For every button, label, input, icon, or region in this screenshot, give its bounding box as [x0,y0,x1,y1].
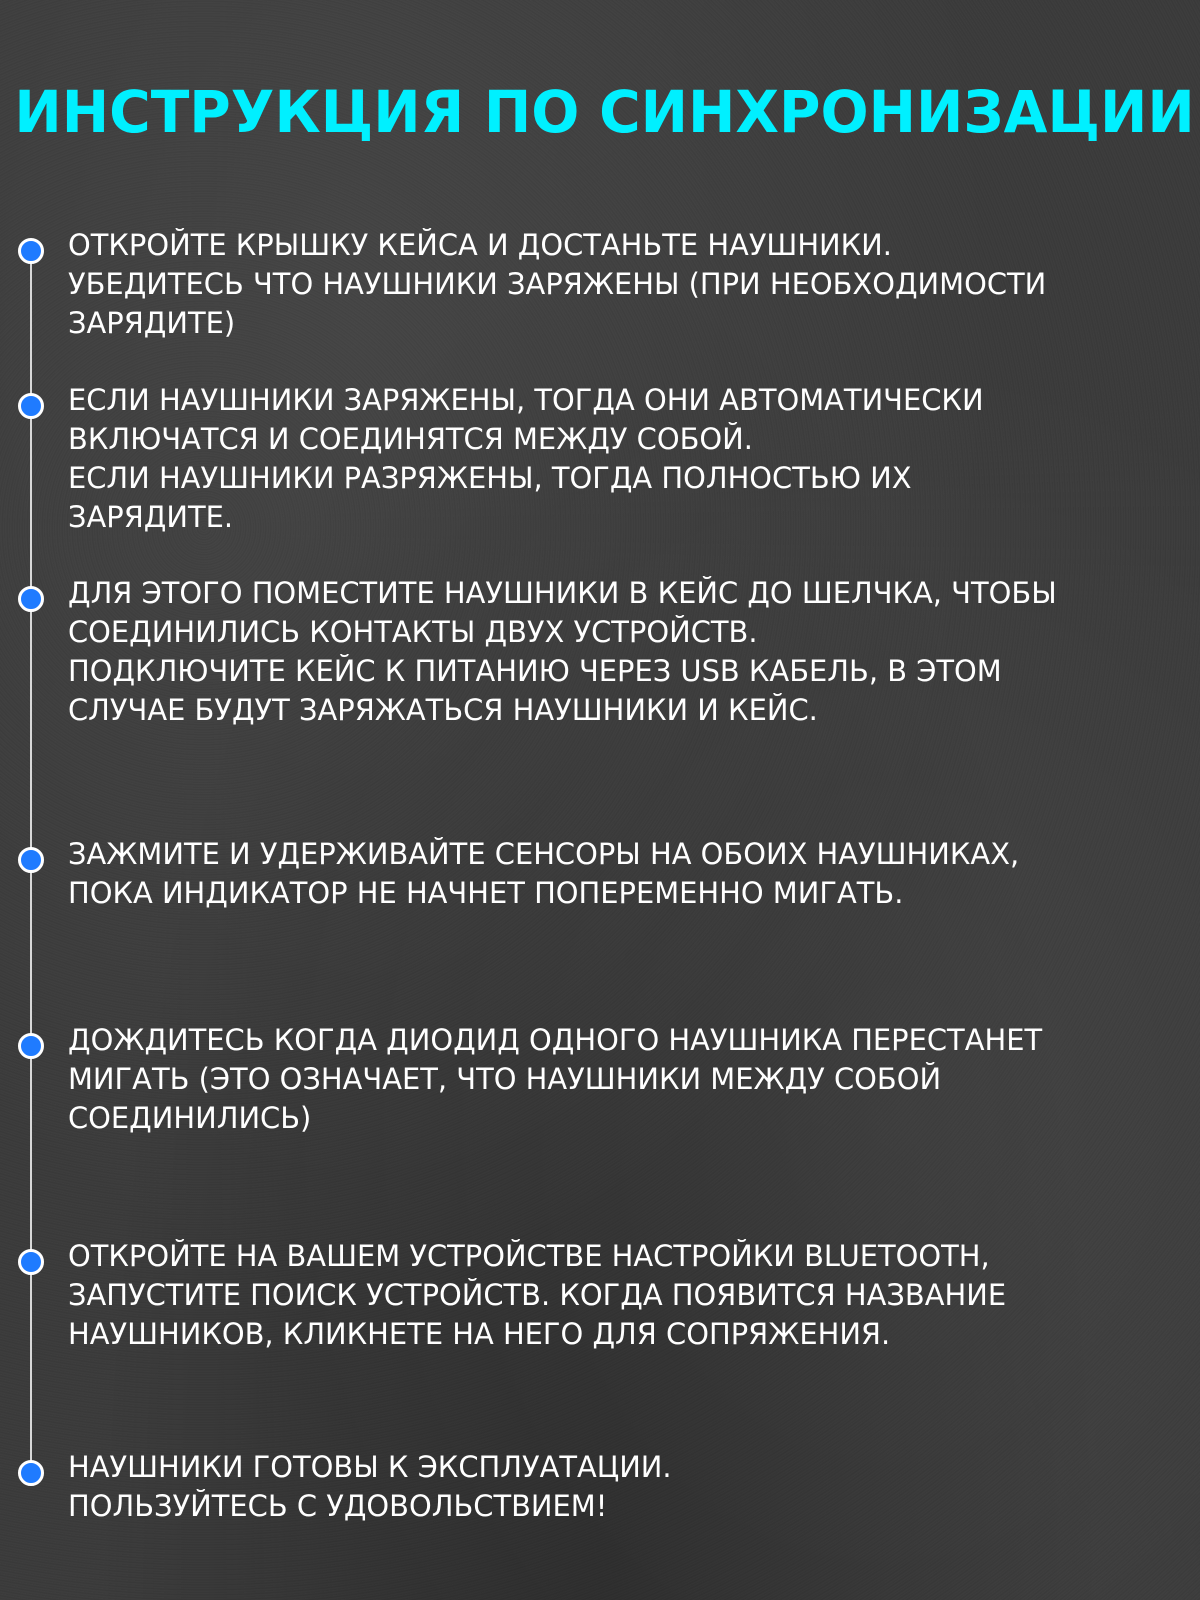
step-line: ПОКА ИНДИКАТОР НЕ НАЧНЕТ ПОПЕРЕМЕННО МИГАТЬ. [68,876,904,910]
step-line: СЛУЧАЕ БУДУТ ЗАРЯЖАТЬСЯ НАУШНИКИ И КЕЙС. [68,693,818,727]
step-line: ЗАРЯДИТЕ) [68,306,236,340]
step-text [68,835,1188,913]
step-bullet-icon [18,1249,44,1275]
step-line: МИГАТЬ (ЭТО ОЗНАЧАЕТ, ЧТО НАУШНИКИ МЕЖДУ СОБОЙ [68,1062,942,1096]
page-title: ИНСТРУКЦИЯ ПО СИНХРОНИЗАЦИИ [14,78,1195,146]
step-line: ВКЛЮЧАТСЯ И СОЕДИНЯТСЯ МЕЖДУ СОБОЙ. [68,422,753,456]
step-text [68,226,1188,343]
step-line: ДЛЯ ЭТОГО ПОМЕСТИТЕ НАУШНИКИ В КЕЙС ДО ШЕЛЧКА, ЧТОБЫ [68,576,1057,610]
step-line: СОЕДИНИЛИСЬ) [68,1101,312,1135]
step-line: НАУШНИКОВ, КЛИКНЕТЕ НА НЕГО ДЛЯ СОПРЯЖЕНИЯ. [68,1317,891,1351]
step-bullet-icon [18,847,44,873]
step-text [68,1021,1188,1138]
step-text [68,574,1188,730]
step-bullet-icon [18,1033,44,1059]
step-line: ОТКРОЙТЕ КРЫШКУ КЕЙСА И ДОСТАНЬТЕ НАУШНИКИ. [68,228,892,262]
step-line: ЕСЛИ НАУШНИКИ ЗАРЯЖЕНЫ, ТОГДА ОНИ АВТОМАТИЧЕСКИ [68,383,984,417]
step-bullet-icon [18,238,44,264]
step-bullet-icon [18,393,44,419]
step-text [68,1237,1188,1354]
step-bullet-icon [18,1460,44,1486]
step-line: ЕСЛИ НАУШНИКИ РАЗРЯЖЕНЫ, ТОГДА ПОЛНОСТЬЮ ИХ [68,461,912,495]
step-bullet-icon [18,586,44,612]
step-line: ЗАРЯДИТЕ. [68,500,234,534]
step-line: УБЕДИТЕСЬ ЧТО НАУШНИКИ ЗАРЯЖЕНЫ (ПРИ НЕОБХОДИМОСТИ [68,267,1047,301]
step-line: ПОДКЛЮЧИТЕ КЕЙС К ПИТАНИЮ ЧЕРЕЗ USB КАБЕЛЬ, В ЭТОМ [68,654,1002,688]
step-line: ОТКРОЙТЕ НА ВАШЕМ УСТРОЙСТВЕ НАСТРОЙКИ BLUETOOTH, [68,1239,990,1273]
step-line: ЗАПУСТИТЕ ПОИСК УСТРОЙСТВ. КОГДА ПОЯВИТСЯ НАЗВАНИЕ [68,1278,1007,1312]
step-text [68,1448,1188,1526]
step-line: ПОЛЬЗУЙТЕСЬ С УДОВОЛЬСТВИЕМ! [68,1489,608,1523]
step-line: ЗАЖМИТЕ И УДЕРЖИВАЙТЕ СЕНСОРЫ НА ОБОИХ НАУШНИКАХ, [68,837,1020,871]
step-line: НАУШНИКИ ГОТОВЫ К ЭКСПЛУАТАЦИИ. [68,1450,672,1484]
step-line: СОЕДИНИЛИСЬ КОНТАКТЫ ДВУХ УСТРОЙСТВ. [68,615,758,649]
step-line: ДОЖДИТЕСЬ КОГДА ДИОДИД ОДНОГО НАУШНИКА ПЕРЕСТАНЕТ [68,1023,1043,1057]
step-text [68,381,1188,537]
